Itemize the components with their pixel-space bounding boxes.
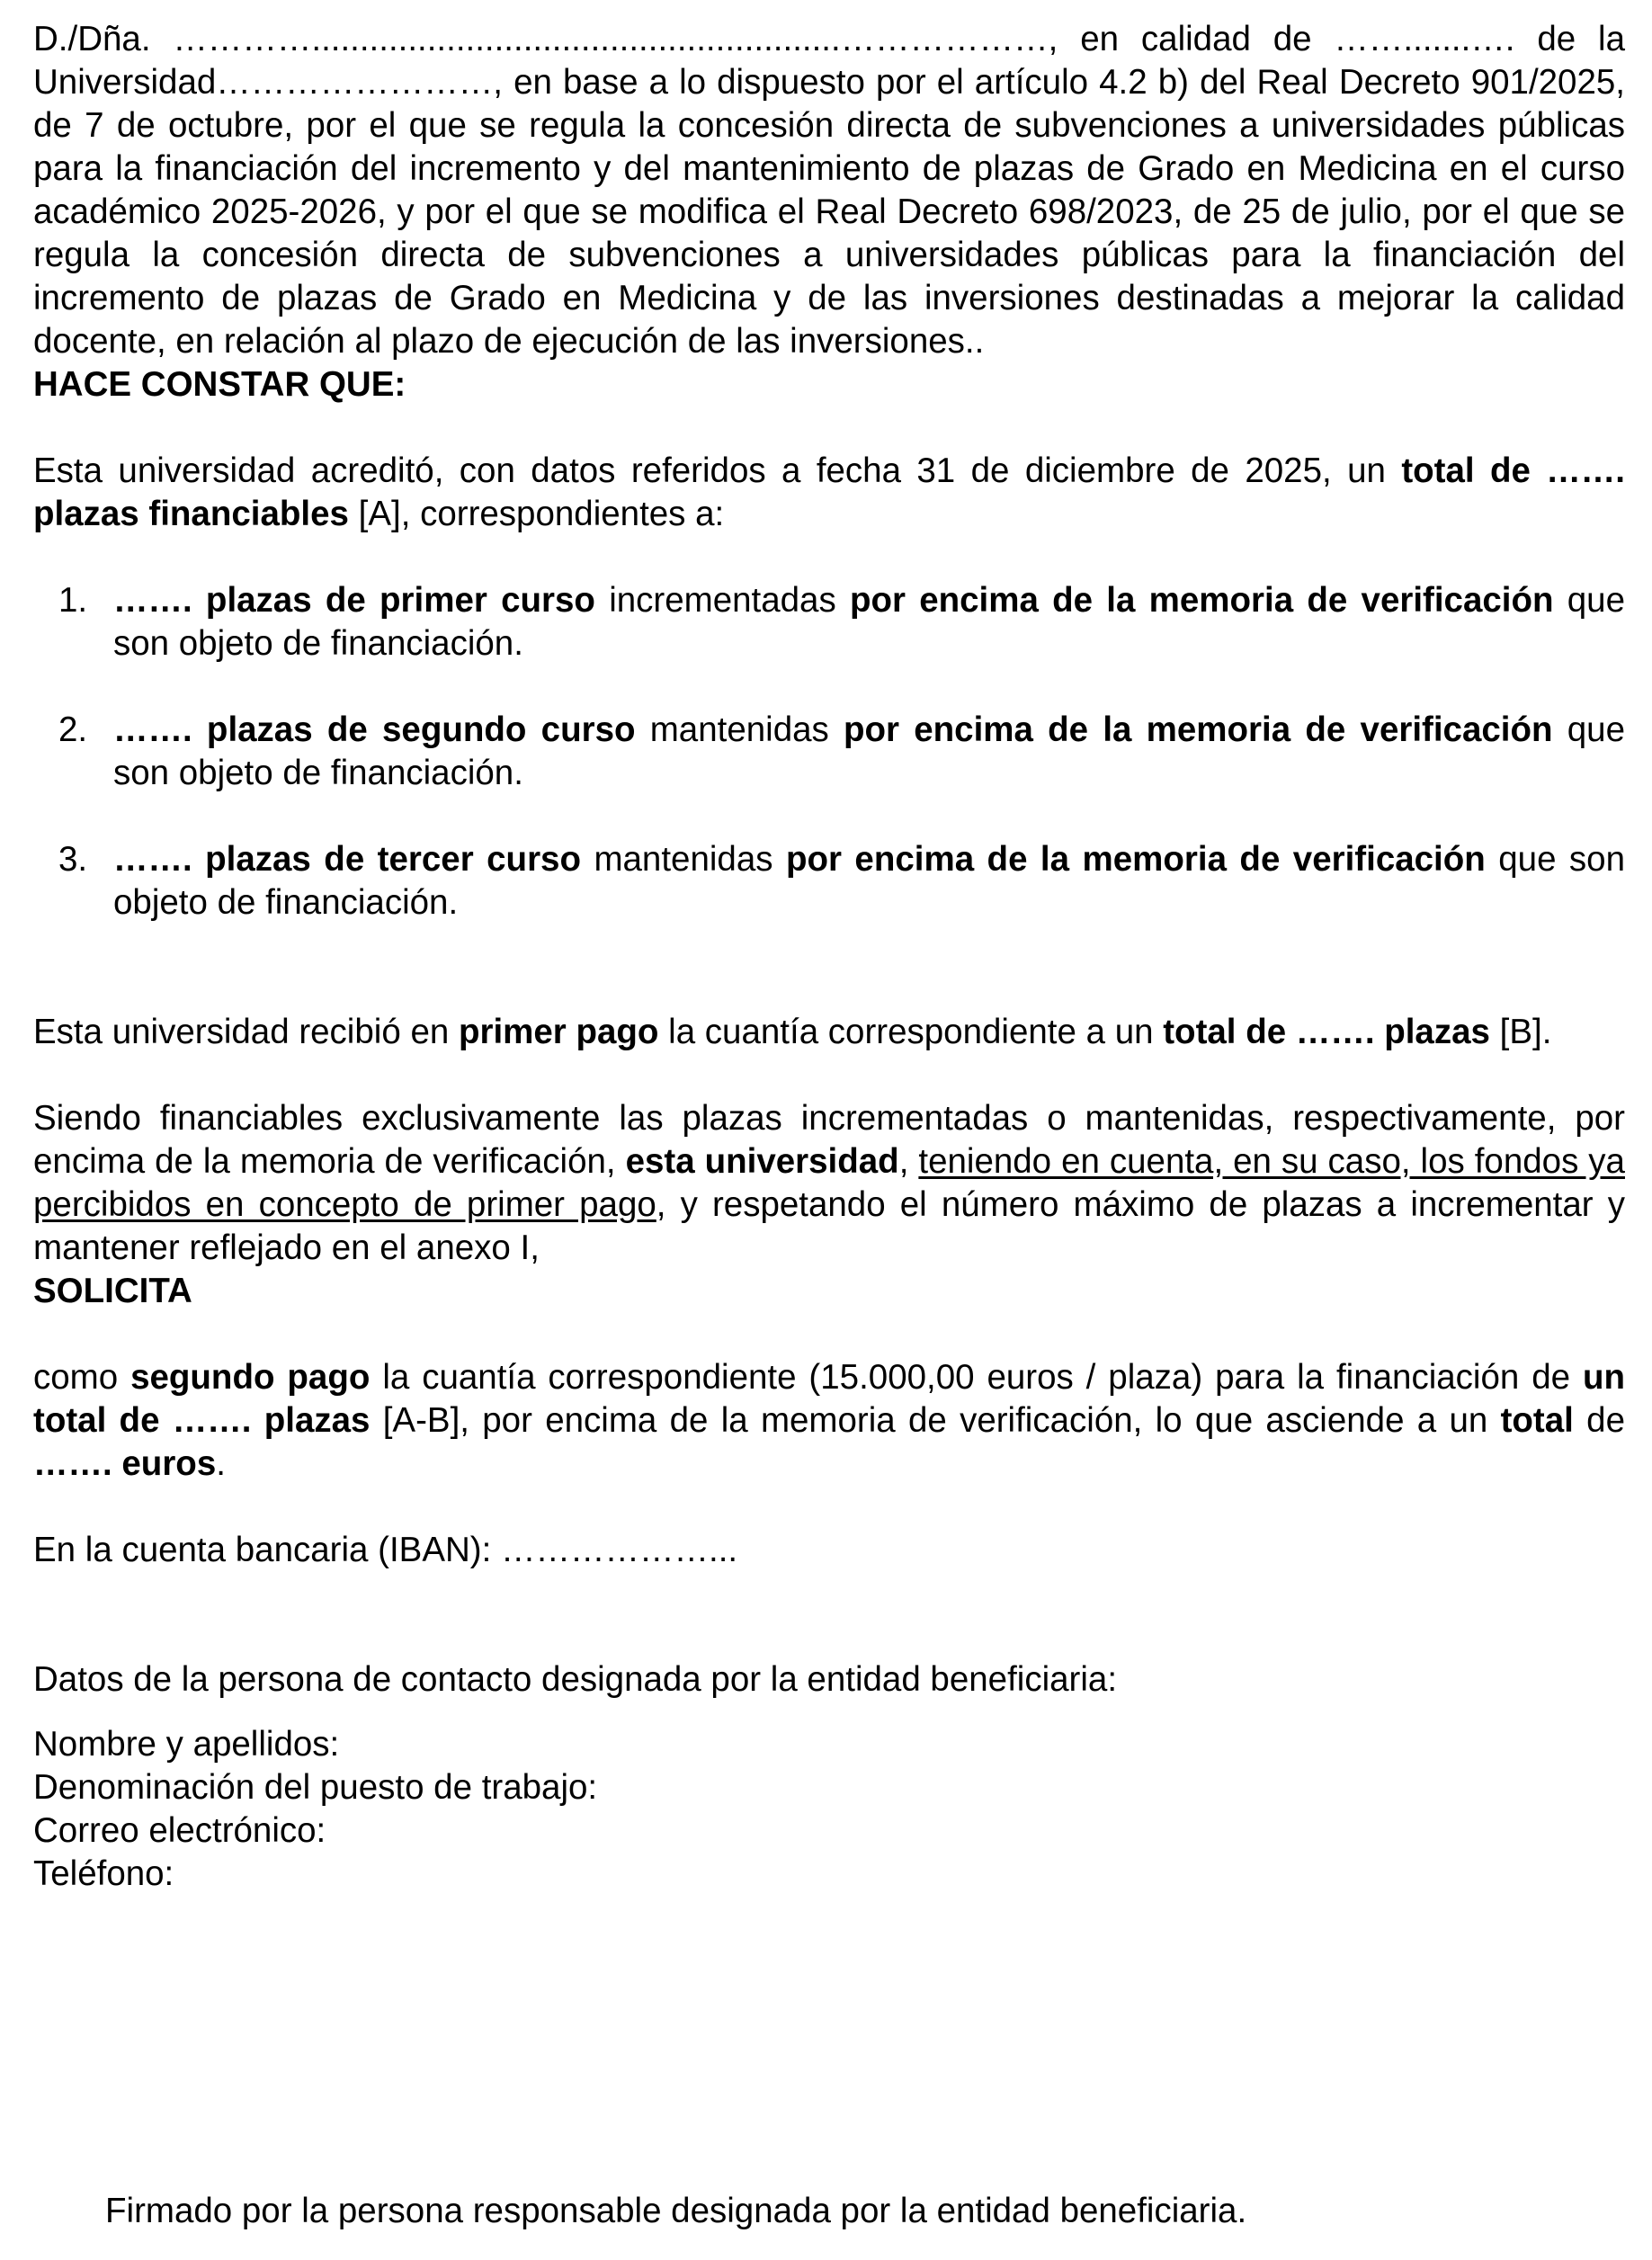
contacto-fields — [33, 1723, 1625, 1896]
contacto-correo-label: Correo electrónico: — [33, 1811, 326, 1850]
contacto-nombre-label: Nombre y apellidos: — [33, 1725, 340, 1764]
iban-line: En la cuenta bancaria (IBAN): ………………... — [33, 1531, 738, 1569]
solicita-bold-euros: ……. euros — [33, 1444, 217, 1483]
list-item — [33, 838, 1625, 925]
acreditacion-text-1: Esta universidad acreditó, con datos referidos a fecha 31 de diciembre de 2025, un — [33, 451, 1402, 490]
list-item-bold-plazas: ……. plazas de segundo curso — [113, 710, 636, 749]
list-item — [33, 579, 1625, 665]
hace-constar-heading: HACE CONSTAR QUE: — [33, 365, 406, 404]
acreditacion-text-2: [A], correspondientes a: — [348, 495, 725, 533]
list-item-number: 3. — [58, 840, 88, 879]
siendo-bold: esta universidad — [625, 1142, 899, 1181]
plazas-list — [33, 579, 1625, 925]
contacto-intro: Datos de la persona de contacto designada por la entidad beneficiaria: — [33, 1660, 1118, 1699]
solicita-text-4: de — [1573, 1401, 1625, 1440]
contacto-telefono-label: Teléfono: — [33, 1854, 174, 1893]
intro-paragraph — [33, 18, 1625, 363]
list-item-text: mantenidas — [635, 710, 844, 749]
list-item-text: mantenidas — [581, 840, 786, 879]
list-item-bold-memoria: por encima de la memoria de verificación — [849, 581, 1554, 620]
list-item-bold-memoria: por encima de la memoria de verificación — [844, 710, 1553, 749]
primer-pago-bold-total: total de ……. plazas — [1163, 1013, 1490, 1051]
solicita-text-5: . — [216, 1444, 226, 1483]
list-item-bold-memoria: por encima de la memoria de verificación — [785, 840, 1486, 879]
primer-pago-text-1: Esta universidad recibió en — [33, 1013, 459, 1051]
acreditacion-bold-total: total de ……. plazas financiables — [33, 451, 1625, 533]
primer-pago-bold: primer pago — [458, 1013, 659, 1051]
list-item-text-end: que son objeto de financiación. — [113, 581, 1626, 663]
list-item — [33, 709, 1625, 795]
document-page — [33, 18, 1625, 1896]
siendo-text-2: , — [898, 1142, 919, 1181]
list-item-bold-plazas: ……. plazas de primer curso — [113, 581, 595, 620]
siendo-paragraph — [33, 1097, 1625, 1270]
solicita-bold-total-plazas: un total de ……. plazas — [33, 1358, 1626, 1440]
solicita-heading: SOLICITA — [33, 1272, 192, 1310]
list-item-text: incrementadas — [594, 581, 850, 620]
acreditacion-paragraph — [33, 450, 1625, 536]
list-item-text-end: que son objeto de financiación. — [113, 840, 1626, 922]
solicita-bold-segundo-pago: segundo pago — [130, 1358, 371, 1397]
solicita-paragraph — [33, 1356, 1625, 1486]
siendo-text-3: , y respetando el número máximo de plazas a incrementar y mantener reflejado en el anexo I, — [33, 1185, 1625, 1267]
intro-text: D./Dña. ………….......................................................………………, en calidad de …….......…. de la Universidad……………………, en base a lo dispuesto por el artículo 4.2 b) del Real Decreto 901/2025, de 7 de octubre, por el que se regula la concesión directa de subvenciones a universidades públicas para la financiación del incremento y del mantenimiento de plazas de Grado en Medicina en el curso académico 2025-2026, y por el que se modifica el Real Decreto 698/2023, de 25 de julio, por el que se regula la concesión directa de subvenciones a universidades públicas para la financiación del incremento de plazas de Grado en Medicina y de las inversiones destinadas a mejorar la calidad docente, en relación al plazo de ejecución de las inversiones.. — [33, 20, 1625, 361]
siendo-text-1: Siendo financiables exclusivamente las plazas incrementadas o mantenidas, respectivamente, por encima de la memoria de verificación, — [33, 1099, 1625, 1181]
solicita-text-1: como — [33, 1358, 131, 1397]
list-item-number: 1. — [58, 581, 88, 620]
solicita-bold-total: total — [1500, 1401, 1574, 1440]
primer-pago-text-2: la cuantía correspondiente a un — [658, 1013, 1164, 1051]
contacto-puesto-label: Denominación del puesto de trabajo: — [33, 1768, 598, 1807]
primer-pago-paragraph — [33, 1011, 1625, 1054]
solicita-text-3: [A-B], por encima de la memoria de verificación, lo que asciende a un — [370, 1401, 1501, 1440]
list-item-number: 2. — [58, 710, 88, 749]
solicita-text-2: la cuantía correspondiente (15.000,00 euros / plaza) para la financiación de — [370, 1358, 1583, 1397]
list-item-bold-plazas: ……. plazas de tercer curso — [113, 840, 581, 879]
primer-pago-text-3: [B]. — [1489, 1013, 1552, 1051]
list-item-text-end: que son objeto de financiación. — [113, 710, 1625, 792]
siendo-underlined: teniendo en cuenta, en su caso, los fondos ya percibidos en concepto de primer pago — [33, 1142, 1625, 1224]
firma-line: Firmado por la persona responsable designada por la entidad beneficiaria. — [105, 2192, 1247, 2230]
